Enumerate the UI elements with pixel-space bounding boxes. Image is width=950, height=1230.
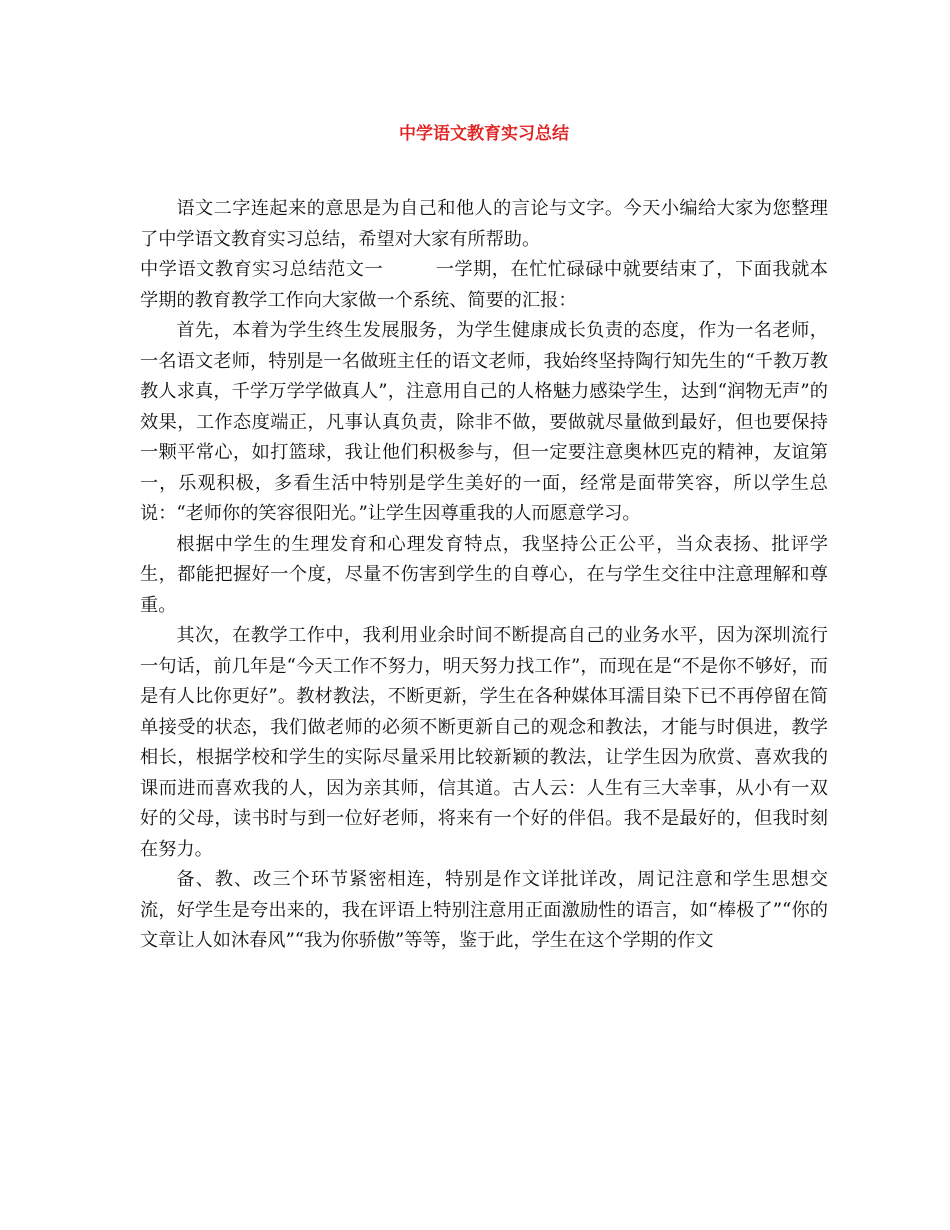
section-lead: 一学期，在忙忙碌碌中就要结束了，下面我就本学期的教育教学工作向大家做一个系统、简要的汇报：	[140, 259, 828, 311]
body-paragraph-3: 其次，在教学工作中，我利用业余时间不断提高自己的业务水平，因为深圳流行一句话，前几年是“今天工作不努力，明天努力找工作”，而现在是“不是你不够好，而是有人比你更好”。教材教法，不断更新，学生在各种媒体耳濡目染下已不再停留在简单接受的状态，我们做老师的必须不断更新自己的观念和教法，才能与时俱进，教学相长，根据学校和学生的实际尽量采用比较新颖的教法，让学生因为欣赏、喜欢我的课而进而喜欢我的人，因为亲其师，信其道。古人云：人生有三大幸事，从小有一双好的父母，读书时与到一位好老师，将来有一个好的伴侣。我不是最好的，但我时刻在努力。	[140, 625, 828, 860]
intro-paragraph: 语文二字连起来的意思是为自己和他人的言论与文字。今天小编给大家为您整理了中学语文教育实习总结，希望对大家有所帮助。	[140, 198, 828, 250]
section-paragraph	[140, 255, 828, 316]
section-heading: 中学语文教育实习总结范文一	[140, 259, 384, 280]
body-paragraph-4: 备、教、改三个环节紧密相连，特别是作文详批详改，周记注意和学生思想交流，好学生是夸出来的，我在评语上特别注意用正面激励性的语言，如“棒极了”“你的文章让人如沐春风”“我为你骄傲”等等，鉴于此，学生在这个学期的作文	[140, 869, 828, 951]
document-title: 中学语文教育实习总结	[399, 124, 569, 144]
body-paragraph-1: 首先，本着为学生终生发展服务，为学生健康成长负责的态度，作为一名老师，一名语文老师，特别是一名做班主任的语文老师，我始终坚持陶行知先生的“千教万教教人求真，千学万学学做真人”，注意用自己的人格魅力感染学生，达到“润物无声”的效果，工作态度端正，凡事认真负责，除非不做，要做就尽量做到最好，但也要保持一颗平常心，如打篮球，我让他们积极参与，但一定要注意奥林匹克的精神，友谊第一，乐观积极，多看生活中特别是学生美好的一面，经常是面带笑容，所以学生总说：“老师你的笑容很阳光。”让学生因尊重我的人而愿意学习。	[140, 320, 828, 524]
body-paragraph-2: 根据中学生的生理发育和心理发育特点，我坚持公正公平，当众表扬、批评学生，都能把握好一个度，尽量不伤害到学生的自尊心，在与学生交往中注意理解和尊重。	[140, 533, 828, 616]
document-body	[140, 194, 828, 957]
